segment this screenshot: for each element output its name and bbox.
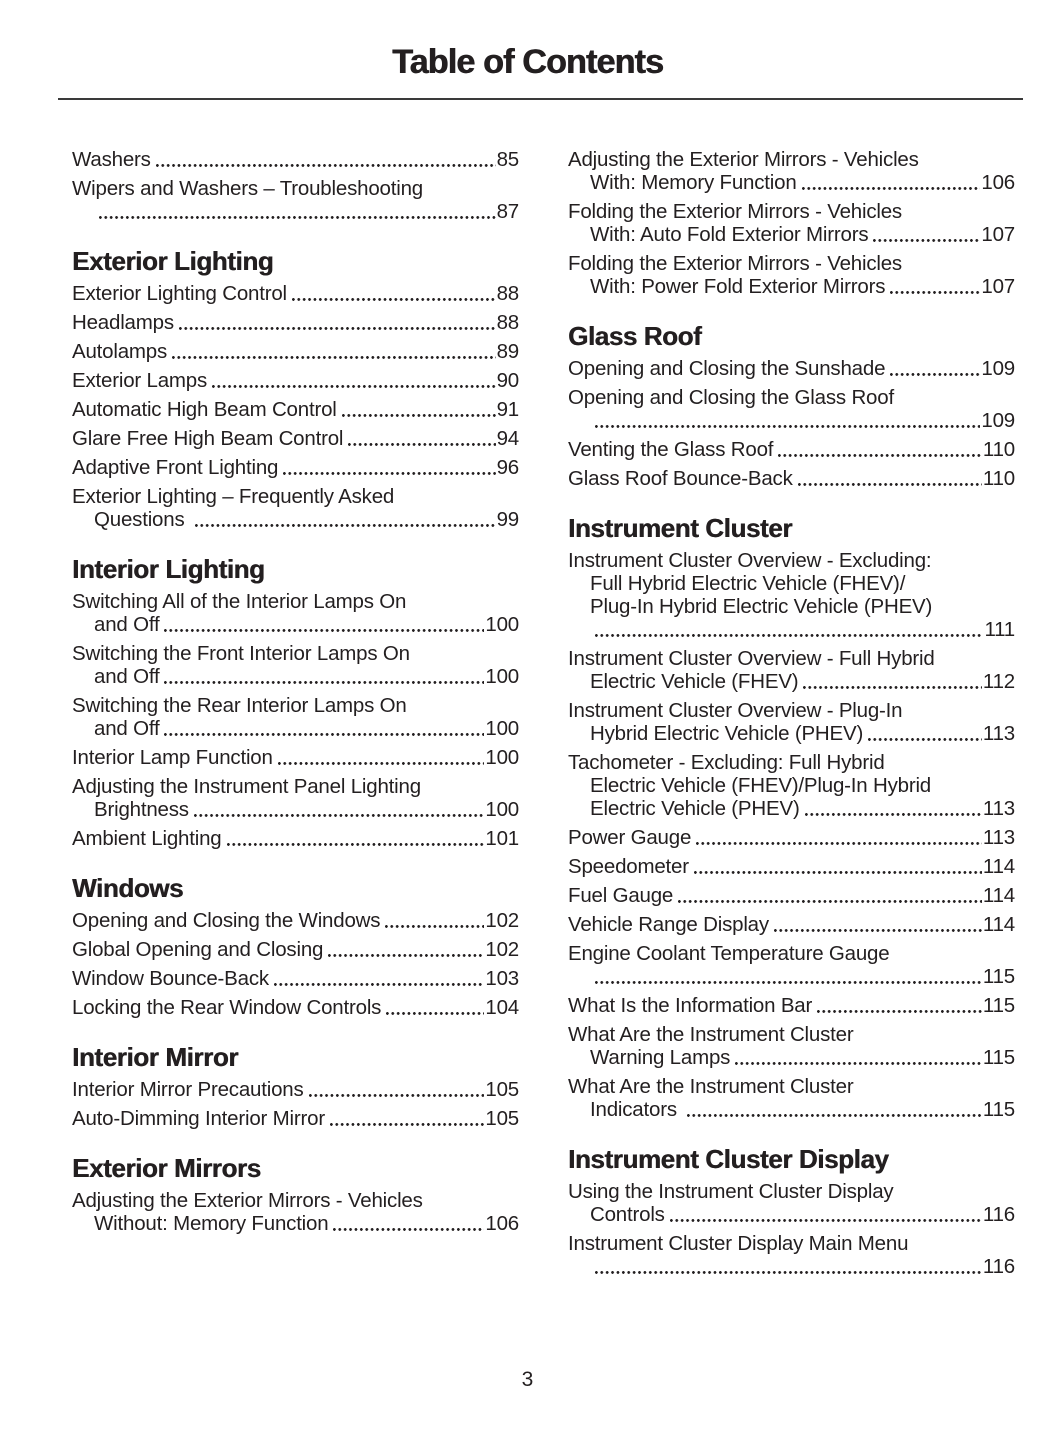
- dot-leader: [274, 967, 484, 990]
- toc-entry-line: [568, 913, 1015, 936]
- toc-page-number: 88: [496, 282, 519, 305]
- toc-entry: [72, 427, 519, 450]
- toc-entry-line: [72, 996, 519, 1019]
- toc-entry-title: Adjusting the Instrument Panel Lighting: [72, 775, 421, 798]
- toc-entry: [568, 386, 1015, 432]
- toc-entry: [568, 699, 1015, 745]
- toc-entry-line: [568, 670, 1015, 693]
- toc-entry-title: Venting the Glass Roof: [568, 438, 774, 461]
- dot-leader: [595, 409, 980, 432]
- toc-entry-title: Switching the Rear Interior Lamps On: [72, 694, 407, 717]
- toc-entry-line: [568, 1203, 1015, 1226]
- toc-entry-title: Auto-Dimming Interior Mirror: [72, 1107, 325, 1130]
- dot-leader: [195, 508, 496, 531]
- dot-leader: [283, 456, 495, 479]
- toc-entry: [72, 775, 519, 821]
- toc-entry: [568, 942, 1015, 988]
- toc-entry-line: [72, 148, 519, 171]
- folio-page-number: 3: [521, 1368, 534, 1391]
- toc-entry-line: [72, 642, 519, 665]
- toc-entry-title: and Off: [94, 717, 160, 740]
- toc-columns: [0, 100, 1055, 1284]
- dot-leader: [330, 1107, 484, 1130]
- toc-entry-title: What Are the Instrument Cluster: [568, 1075, 854, 1098]
- toc-entry-line: [72, 775, 519, 798]
- toc-entry-line: [72, 613, 519, 636]
- toc-page-number: 99: [496, 508, 519, 531]
- toc-page-number: 106: [981, 171, 1015, 194]
- toc-entry-line: [568, 252, 1015, 275]
- section-heading: Interior Lighting: [72, 554, 265, 584]
- toc-entry: [72, 177, 519, 223]
- toc-entry-line: [568, 826, 1015, 849]
- dot-leader: [678, 884, 982, 907]
- dot-leader: [164, 717, 484, 740]
- toc-page-number: 114: [982, 913, 1015, 936]
- toc-entry-title: With: Memory Function: [590, 171, 797, 194]
- dot-leader: [735, 1046, 982, 1069]
- toc-entry-line: [72, 1189, 519, 1212]
- toc-page-number: 113: [982, 722, 1015, 745]
- toc-entry-line: [72, 508, 519, 531]
- toc-page-number: 100: [485, 717, 519, 740]
- dot-leader: [817, 994, 982, 1017]
- toc-entry-title: Opening and Closing the Windows: [72, 909, 381, 932]
- dot-leader: [595, 965, 982, 988]
- toc-entry-title: Locking the Rear Window Controls: [72, 996, 382, 1019]
- toc-entry-title: Adjusting the Exterior Mirrors - Vehicles: [568, 148, 919, 171]
- dot-leader: [348, 427, 495, 450]
- toc-entry: [72, 938, 519, 961]
- toc-entry-title: Instrument Cluster Display Main Menu: [568, 1232, 909, 1255]
- toc-entry: [568, 1232, 1015, 1278]
- dot-leader: [172, 340, 496, 363]
- dot-leader: [227, 827, 485, 850]
- toc-entry: [568, 994, 1015, 1017]
- toc-entry-line: [568, 618, 1015, 641]
- toc-page-number: 100: [485, 798, 519, 821]
- section-heading: Glass Roof: [568, 321, 702, 351]
- toc-entry-line: [72, 200, 519, 223]
- dot-leader: [778, 438, 982, 461]
- dot-leader: [99, 200, 496, 223]
- toc-entry-title: and Off: [94, 665, 160, 688]
- toc-entry: [72, 827, 519, 850]
- dot-leader: [328, 938, 484, 961]
- toc-entry-line: [72, 909, 519, 932]
- toc-entry: [568, 467, 1015, 490]
- section-heading: Instrument Cluster Display: [568, 1144, 889, 1174]
- toc-page-number: 115: [982, 1046, 1015, 1069]
- toc-page-number: 104: [485, 996, 519, 1019]
- toc-entry-title: Indicators: [590, 1098, 683, 1121]
- toc-entry-line: [568, 200, 1015, 223]
- dot-leader: [333, 1212, 484, 1235]
- toc-entry-line: [72, 1078, 519, 1101]
- toc-entry: [72, 996, 519, 1019]
- toc-entry-title: Hybrid Electric Vehicle (PHEV): [590, 722, 864, 745]
- section-heading: Windows: [72, 873, 184, 903]
- toc-page-number: 114: [982, 855, 1015, 878]
- toc-entry-line: [568, 467, 1015, 490]
- toc-entry-line: [72, 798, 519, 821]
- toc-entry-line: [568, 148, 1015, 171]
- toc-entry: [72, 746, 519, 769]
- toc-entry: [72, 909, 519, 932]
- toc-entry: [72, 590, 519, 636]
- toc-entry-title: Vehicle Range Display: [568, 913, 769, 936]
- toc-entry-title: Wipers and Washers – Troubleshooting: [72, 177, 423, 200]
- toc-entry-title: Instrument Cluster Overview - Plug-In: [568, 699, 903, 722]
- toc-page-number: 114: [982, 884, 1015, 907]
- toc-entry-line: [568, 1255, 1015, 1278]
- toc-entry-title: Using the Instrument Cluster Display: [568, 1180, 894, 1203]
- toc-page-number: 107: [981, 223, 1015, 246]
- dot-leader: [890, 275, 980, 298]
- toc-entry: [72, 398, 519, 421]
- dot-leader: [687, 1098, 982, 1121]
- toc-page-number: 90: [496, 369, 519, 392]
- toc-page-number: 115: [982, 965, 1015, 988]
- dot-leader: [386, 996, 484, 1019]
- toc-entry: [72, 1189, 519, 1235]
- dot-leader: [194, 798, 485, 821]
- toc-entry-title: With: Power Fold Exterior Mirrors: [590, 275, 886, 298]
- dot-leader: [179, 311, 496, 334]
- toc-page-number: 116: [982, 1255, 1015, 1278]
- section-heading: Exterior Lighting: [72, 246, 274, 276]
- dot-leader: [694, 855, 982, 878]
- toc-entry-title: Full Hybrid Electric Vehicle (FHEV)/: [590, 572, 906, 595]
- toc-page-number: 88: [496, 311, 519, 334]
- toc-entry: [568, 1180, 1015, 1226]
- toc-entry: [72, 967, 519, 990]
- toc-entry: [568, 647, 1015, 693]
- toc-column-left: [72, 148, 519, 1284]
- toc-page-number: 115: [982, 1098, 1015, 1121]
- toc-entry-line: [568, 699, 1015, 722]
- toc-entry-title: Opening and Closing the Glass Roof: [568, 386, 894, 409]
- toc-entry-title: Instrument Cluster Overview - Excluding:: [568, 549, 932, 572]
- toc-page-number: 85: [496, 148, 519, 171]
- toc-page-number: 94: [496, 427, 519, 450]
- toc-entry: [568, 884, 1015, 907]
- toc-entry: [72, 311, 519, 334]
- toc-page-number: 110: [982, 467, 1015, 490]
- toc-entry-line: [568, 965, 1015, 988]
- toc-entry-line: [568, 275, 1015, 298]
- dot-leader: [798, 467, 982, 490]
- toc-entry-title: Exterior Lighting – Frequently Asked: [72, 485, 395, 508]
- toc-entry-line: [568, 774, 1015, 797]
- dot-leader: [164, 665, 484, 688]
- toc-entry-line: [72, 1212, 519, 1235]
- toc-entry-line: [568, 1180, 1015, 1203]
- toc-entry-title: Warning Lamps: [590, 1046, 731, 1069]
- toc-page-number: 105: [485, 1107, 519, 1130]
- toc-entry-line: [568, 595, 1015, 618]
- dot-leader: [805, 797, 982, 820]
- toc-entry-line: [568, 357, 1015, 380]
- toc-page-number: 103: [485, 967, 519, 990]
- toc-entry-line: [72, 590, 519, 613]
- toc-entry-title: Ambient Lighting: [72, 827, 222, 850]
- toc-entry-line: [72, 694, 519, 717]
- toc-page-number: 105: [485, 1078, 519, 1101]
- toc-entry: [72, 1078, 519, 1101]
- toc-entry: [72, 340, 519, 363]
- toc-entry-title: Global Opening and Closing: [72, 938, 324, 961]
- toc-entry-line: [72, 938, 519, 961]
- toc-entry-line: [72, 398, 519, 421]
- toc-page-number: 96: [496, 456, 519, 479]
- toc-entry-line: [568, 438, 1015, 461]
- toc-entry: [72, 456, 519, 479]
- toc-entry: [568, 200, 1015, 246]
- section-heading: Exterior Mirrors: [72, 1153, 261, 1183]
- toc-page-number: 101: [485, 827, 519, 850]
- toc-entry-line: [72, 369, 519, 392]
- dot-leader: [803, 670, 981, 693]
- section-heading: Instrument Cluster: [568, 513, 792, 543]
- toc-entry-line: [568, 1098, 1015, 1121]
- toc-entry-line: [72, 746, 519, 769]
- toc-entry-title: Electric Vehicle (FHEV)/Plug-In Hybrid: [590, 774, 932, 797]
- toc-entry-line: [568, 855, 1015, 878]
- toc-entry: [568, 148, 1015, 194]
- toc-entry-title: and Off: [94, 613, 160, 636]
- toc-entry-line: [568, 409, 1015, 432]
- toc-entry: [72, 642, 519, 688]
- toc-entry-line: [72, 1107, 519, 1130]
- toc-entry-title: Fuel Gauge: [568, 884, 674, 907]
- toc-entry-line: [72, 717, 519, 740]
- toc-entry: [568, 1023, 1015, 1069]
- toc-entry-title: Switching the Front Interior Lamps On: [72, 642, 410, 665]
- toc-entry: [568, 357, 1015, 380]
- dot-leader: [309, 1078, 485, 1101]
- toc-entry: [72, 369, 519, 392]
- toc-entry-title: Interior Mirror Precautions: [72, 1078, 304, 1101]
- toc-entry-line: [568, 223, 1015, 246]
- toc-entry-title: Adjusting the Exterior Mirrors - Vehicles: [72, 1189, 423, 1212]
- toc-entry-title: Exterior Lighting Control: [72, 282, 287, 305]
- toc-entry: [72, 1107, 519, 1130]
- toc-entry-line: [72, 665, 519, 688]
- toc-entry-line: [72, 282, 519, 305]
- toc-entry-line: [568, 1075, 1015, 1098]
- dot-leader: [696, 826, 982, 849]
- dot-leader: [868, 722, 982, 745]
- toc-entry-title: Glass Roof Bounce-Back: [568, 467, 793, 490]
- toc-entry-title: Adaptive Front Lighting: [72, 456, 279, 479]
- toc-entry: [568, 751, 1015, 820]
- toc-entry-line: [568, 797, 1015, 820]
- dot-leader: [342, 398, 496, 421]
- toc-entry-title: Tachometer - Excluding: Full Hybrid: [568, 751, 885, 774]
- toc-page-number: 110: [982, 438, 1015, 461]
- toc-page-number: 109: [981, 409, 1015, 432]
- section-heading: Interior Mirror: [72, 1042, 238, 1072]
- toc-entry-title: What Are the Instrument Cluster: [568, 1023, 854, 1046]
- toc-entry-title: Folding the Exterior Mirrors - Vehicles: [568, 200, 902, 223]
- toc-entry-title: Questions: [94, 508, 190, 531]
- toc-entry-line: [568, 942, 1015, 965]
- toc-entry: [72, 694, 519, 740]
- toc-entry-title: Washers: [72, 148, 151, 171]
- toc-entry-line: [72, 456, 519, 479]
- toc-entry-title: Folding the Exterior Mirrors - Vehicles: [568, 252, 902, 275]
- toc-entry-line: [568, 722, 1015, 745]
- toc-entry-title: Autolamps: [72, 340, 168, 363]
- toc-entry-title: Window Bounce-Back: [72, 967, 269, 990]
- toc-entry-line: [568, 386, 1015, 409]
- toc-entry-title: Glare Free High Beam Control: [72, 427, 344, 450]
- toc-entry-title: Opening and Closing the Sunshade: [568, 357, 886, 380]
- toc-entry-title: Headlamps: [72, 311, 174, 334]
- toc-entry: [568, 1075, 1015, 1121]
- toc-entry-line: [72, 827, 519, 850]
- toc-entry: [72, 148, 519, 171]
- toc-page-number: 111: [984, 618, 1015, 641]
- toc-entry: [568, 913, 1015, 936]
- dot-leader: [164, 613, 484, 636]
- dot-leader: [212, 369, 496, 392]
- toc-entry-line: [568, 1023, 1015, 1046]
- dot-leader: [670, 1203, 982, 1226]
- toc-page-number: 113: [982, 826, 1015, 849]
- toc-page-number: 89: [496, 340, 519, 363]
- toc-entry: [568, 549, 1015, 641]
- toc-entry-title: Automatic High Beam Control: [72, 398, 337, 421]
- dot-leader: [890, 357, 980, 380]
- toc-entry: [72, 282, 519, 305]
- toc-page-number: 112: [982, 670, 1015, 693]
- toc-entry-line: [72, 177, 519, 200]
- toc-entry-line: [568, 647, 1015, 670]
- toc-entry-title: Brightness: [94, 798, 189, 821]
- toc-entry-title: Engine Coolant Temperature Gauge: [568, 942, 890, 965]
- toc-entry: [568, 855, 1015, 878]
- toc-entry-title: Without: Memory Function: [94, 1212, 329, 1235]
- toc-entry-title: Interior Lamp Function: [72, 746, 273, 769]
- toc-page-number: 102: [485, 909, 519, 932]
- toc-entry-title: Power Gauge: [568, 826, 692, 849]
- dot-leader: [873, 223, 980, 246]
- toc-entry-line: [568, 572, 1015, 595]
- dot-leader: [595, 1255, 982, 1278]
- toc-page-number: 107: [981, 275, 1015, 298]
- dot-leader: [278, 746, 485, 769]
- toc-entry-line: [568, 1046, 1015, 1069]
- toc-entry-title: Instrument Cluster Overview - Full Hybrid: [568, 647, 935, 670]
- toc-entry-line: [72, 967, 519, 990]
- toc-page-number: 100: [485, 613, 519, 636]
- dot-leader: [774, 913, 982, 936]
- toc-entry-title: With: Auto Fold Exterior Mirrors: [590, 223, 869, 246]
- toc-entry: [72, 485, 519, 531]
- toc-entry: [568, 438, 1015, 461]
- toc-entry-line: [568, 994, 1015, 1017]
- toc-entry-line: [568, 884, 1015, 907]
- toc-entry-title: Speedometer: [568, 855, 689, 878]
- toc-page-number: 116: [982, 1203, 1015, 1226]
- toc-page-number: 113: [982, 797, 1015, 820]
- toc-page-number: 91: [496, 398, 519, 421]
- toc-entry-title: Electric Vehicle (FHEV): [590, 670, 799, 693]
- toc-entry-line: [72, 311, 519, 334]
- toc-page-number: 115: [982, 994, 1015, 1017]
- toc-entry-line: [568, 1232, 1015, 1255]
- toc-page-number: 106: [485, 1212, 519, 1235]
- dot-leader: [292, 282, 496, 305]
- toc-entry: [568, 826, 1015, 849]
- toc-entry-line: [72, 340, 519, 363]
- page-title: Table of Contents: [392, 43, 663, 81]
- toc-entry-title: Exterior Lamps: [72, 369, 208, 392]
- toc-entry-title: Plug-In Hybrid Electric Vehicle (PHEV): [590, 595, 933, 618]
- toc-entry-line: [568, 171, 1015, 194]
- toc-page-number: 100: [485, 665, 519, 688]
- toc-entry-title: What Is the Information Bar: [568, 994, 813, 1017]
- toc-entry-title: Electric Vehicle (PHEV): [590, 797, 800, 820]
- toc-entry-line: [72, 485, 519, 508]
- toc-entry: [568, 252, 1015, 298]
- dot-leader: [385, 909, 484, 932]
- toc-page-number: 102: [485, 938, 519, 961]
- toc-entry-line: [72, 427, 519, 450]
- toc-page-number: 109: [981, 357, 1015, 380]
- toc-page-number: 87: [496, 200, 519, 223]
- dot-leader: [802, 171, 981, 194]
- dot-leader: [595, 618, 983, 641]
- toc-entry-title: Switching All of the Interior Lamps On: [72, 590, 407, 613]
- toc-entry-line: [568, 751, 1015, 774]
- toc-entry-title: Controls: [590, 1203, 665, 1226]
- toc-page-number: 100: [485, 746, 519, 769]
- toc-column-right: [568, 148, 1015, 1284]
- dot-leader: [156, 148, 496, 171]
- toc-entry-line: [568, 549, 1015, 572]
